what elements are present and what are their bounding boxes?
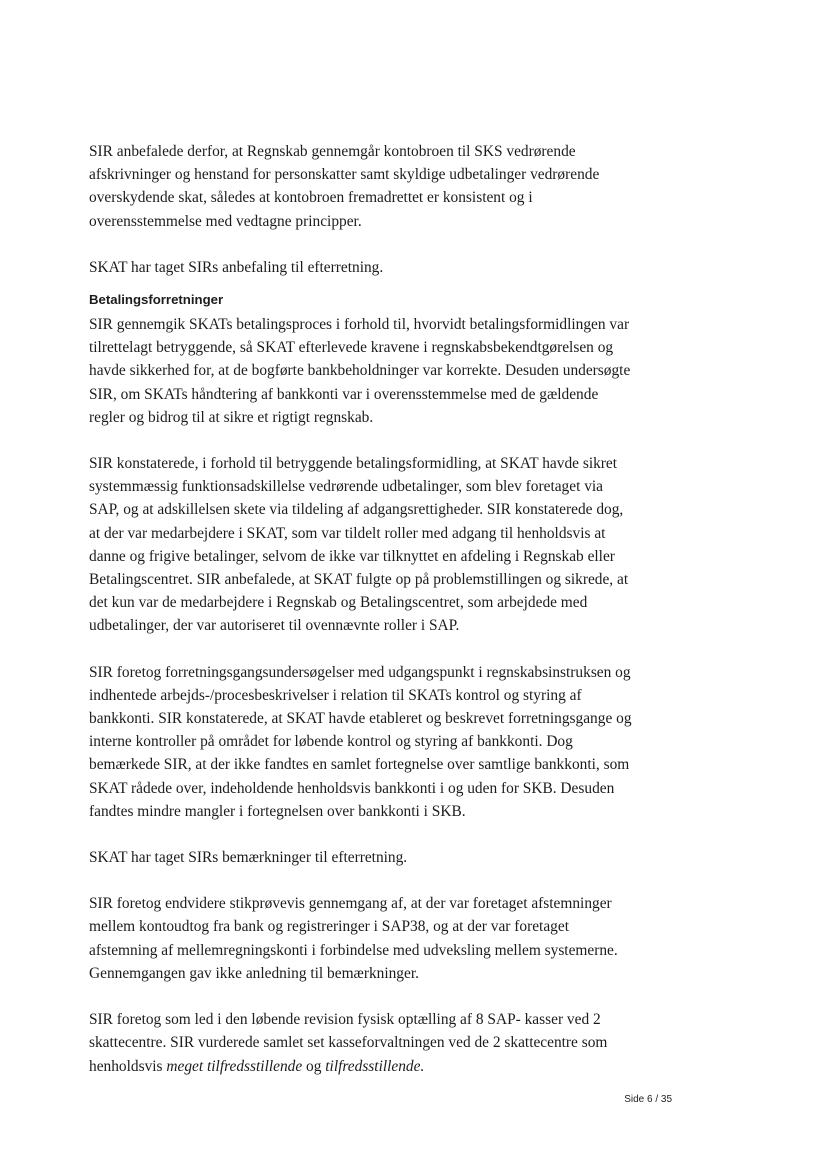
kasseforvaltning-text-start: SIR foretog som led i den løbende revision fysisk optælling af 8 SAP- kasser ved 2 skattecentre. SIR vurderede samlet set kasseforvaltningen ved de 2 skattecentre som henholdsvis <box>89 1011 608 1075</box>
rating-meget-tilfredsstillende: meget tilfredsstillende <box>166 1057 303 1075</box>
paragraph-skat-response-anbefaling: SKAT har taget SIRs anbefaling til efterretning. <box>89 258 384 276</box>
paragraph-kasseforvaltning <box>89 1008 634 1078</box>
paragraph-funktionsadskillelse: SIR konstaterede, i forhold til betryggende betalingsformidling, at SKAT havde sikret systemmæssig funktionsadskillelse vedrørende udbetalinger, som blev foretaget via SAP, og at adskillelsen skete via tildeling af adgangsrettigheder. SIR konstaterede dog, at der var medarbejdere i SKAT, som var tildelt roller med adgang til henholdsvis at danne og frigive betalinger, selvom de ikke var tilknyttet en afdeling i Regnskab eller Betalingscentret. SIR anbefalede, at SKAT fulgte op på problemstillingen og sikrede, at det kun var de medarbejdere i Regnskab og Betalingscentret, som arbejdede med udbetalinger, der var autoriseret til ovennævnte roller i SAP. <box>89 455 629 635</box>
paragraph-betalingsproces: SIR gennemgik SKATs betalingsproces i forhold til, hvorvidt betalingsformidlingen var tilrettelagt betryggende, så SKAT efterlevede kravene i regnskabsbekendtgørelsen og havde sikkerhed for, at de bogførte bankbeholdninger var korrekte. Desuden undersøgte SIR, om SKATs håndtering af bankkonti var i overensstemmelse med de gældende regler og bidrog til at sikre et rigtigt regnskab. <box>89 316 631 426</box>
page-number: Side 6 / 35 <box>624 1094 672 1105</box>
section-heading-betalingsforretninger: Betalingsforretninger <box>89 292 224 308</box>
kasseforvaltning-text-end: . <box>420 1057 425 1075</box>
paragraph-recommendation-kontobro: SIR anbefalede derfor, at Regnskab gennemgår kontobroen til SKS vedrørende afskrivninger og henstand for personskatter samt skyldige udbetalinger vedrørende overskydende skat, således at kontobroen fremadrettet er konsistent og i overensstemmelse med vedtagne principper. <box>89 143 600 230</box>
paragraph-skat-response-bemaerkninger: SKAT har taget SIRs bemærkninger til efterretning. <box>89 849 408 867</box>
paragraph-forretningsgangsundersoegelser: SIR foretog forretningsgangsundersøgelser med udgangspunkt i regnskabsinstruksen og indhentede arbejds-/procesbeskrivelser i relation til SKATs kontrol og styring af bankkonti. SIR konstaterede, at SKAT havde etableret og beskrevet forretningsgange og interne kontroller på området for løbende kontrol og styring af bankkonti. Dog bemærkede SIR, at der ikke fandtes en samlet fortegnelse over samtlige bankkonti, som SKAT rådede over, indeholdende henholdsvis bankkonti i og uden for SKB. Desuden fandtes mindre mangler i fortegnelsen over bankkonti i SKB. <box>89 663 632 820</box>
kasseforvaltning-text-mid: og <box>302 1057 326 1075</box>
document-body <box>89 140 634 1078</box>
paragraph-afstemninger: SIR foretog endvidere stikprøvevis gennemgang af, at der var foretaget afstemninger mellem kontoudtog fra bank og registreringer i SAP38, og at der var foretaget afstemning af mellemregningskonti i forbindelse med udveksling mellem systemerne. Gennemgangen gav ikke anledning til bemærkninger. <box>89 895 618 982</box>
rating-tilfredsstillende: tilfredsstillende <box>325 1057 421 1075</box>
